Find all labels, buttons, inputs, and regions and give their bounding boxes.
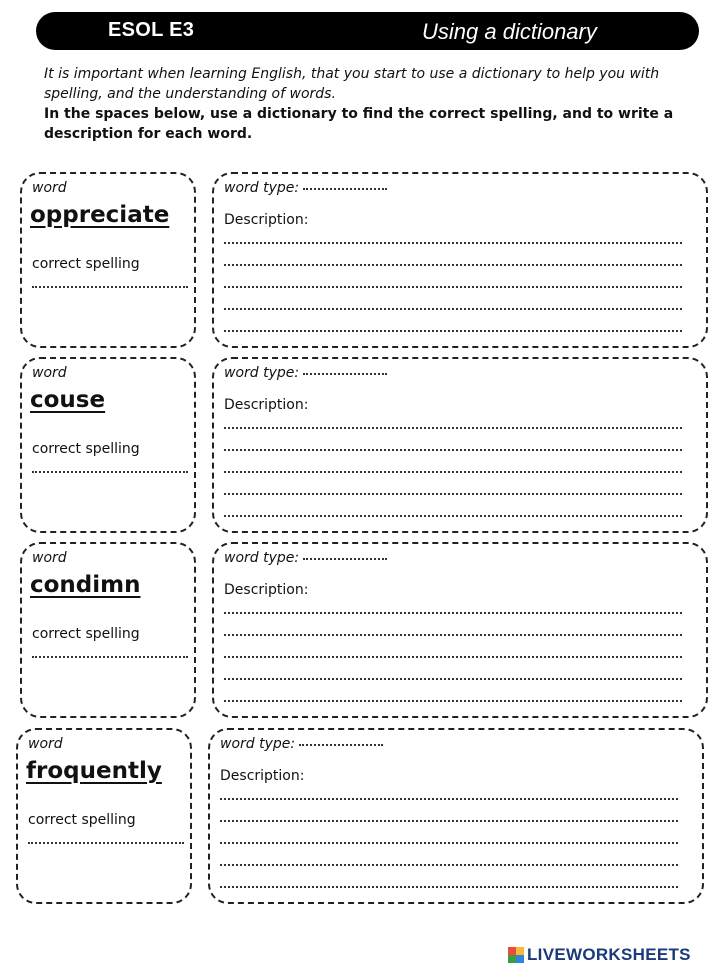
correct-spelling-label: correct spelling — [32, 441, 140, 457]
word-type-label: word type: — [224, 365, 387, 381]
correct-spelling-label: correct spelling — [28, 812, 136, 828]
description-line[interactable] — [224, 493, 682, 495]
word-card-2 — [20, 357, 196, 533]
description-line[interactable] — [224, 515, 682, 517]
description-line[interactable] — [224, 656, 682, 658]
correct-spelling-field[interactable] — [32, 656, 188, 658]
liveworksheets-logo — [508, 945, 691, 965]
description-label: Description: — [224, 582, 309, 598]
task-instructions: In the spaces below, use a dictionary to find the correct spelling, and to write a description for each word. — [44, 106, 674, 142]
word-label: word — [32, 180, 67, 196]
description-label: Description: — [224, 397, 309, 413]
description-line[interactable] — [220, 886, 678, 888]
word-value: couse — [30, 387, 106, 413]
brand-name: LIVEWORKSHEETS — [527, 945, 691, 964]
word-value: froquently — [26, 758, 162, 784]
description-line[interactable] — [224, 449, 682, 451]
description-line[interactable] — [224, 678, 682, 680]
course-level: ESOL E3 — [108, 19, 195, 41]
word-type-label: word type: — [220, 736, 383, 752]
correct-spelling-field[interactable] — [28, 842, 184, 844]
description-label: Description: — [220, 768, 305, 784]
word-type-field[interactable] — [303, 188, 387, 190]
word-card-1 — [20, 172, 196, 348]
correct-spelling-field[interactable] — [32, 471, 188, 473]
description-line[interactable] — [220, 864, 678, 866]
description-line[interactable] — [224, 471, 682, 473]
word-label: word — [32, 365, 67, 381]
description-line[interactable] — [224, 700, 682, 702]
word-value: condimn — [30, 572, 141, 598]
correct-spelling-field[interactable] — [32, 286, 188, 288]
description-line[interactable] — [220, 842, 678, 844]
description-line[interactable] — [224, 427, 682, 429]
worksheet-title: Using a dictionary — [422, 19, 597, 44]
description-line[interactable] — [224, 264, 682, 266]
correct-spelling-label: correct spelling — [32, 626, 140, 642]
description-line[interactable] — [224, 286, 682, 288]
intro-text: It is important when learning English, that you start to use a dictionary to help you with spelling, and the understanding of words. — [44, 66, 660, 102]
word-label: word — [32, 550, 67, 566]
word-value: oppreciate — [30, 202, 170, 228]
word-card-3 — [20, 542, 196, 718]
word-type-label: word type: — [224, 550, 387, 566]
description-card-4 — [208, 728, 704, 904]
description-card-1 — [212, 172, 708, 348]
correct-spelling-label: correct spelling — [32, 256, 140, 272]
description-line[interactable] — [220, 798, 678, 800]
instructions — [44, 64, 694, 144]
description-card-2 — [212, 357, 708, 533]
word-type-label: word type: — [224, 180, 387, 196]
word-type-field[interactable] — [299, 744, 383, 746]
description-line[interactable] — [224, 612, 682, 614]
word-type-field[interactable] — [303, 373, 387, 375]
description-line[interactable] — [224, 308, 682, 310]
description-label: Description: — [224, 212, 309, 228]
word-label: word — [28, 736, 63, 752]
description-line[interactable] — [224, 242, 682, 244]
description-line[interactable] — [224, 330, 682, 332]
liveworksheets-icon — [508, 947, 524, 963]
word-type-field[interactable] — [303, 558, 387, 560]
word-card-4 — [16, 728, 192, 904]
description-line[interactable] — [224, 634, 682, 636]
description-card-3 — [212, 542, 708, 718]
header-bar — [36, 12, 699, 50]
description-line[interactable] — [220, 820, 678, 822]
